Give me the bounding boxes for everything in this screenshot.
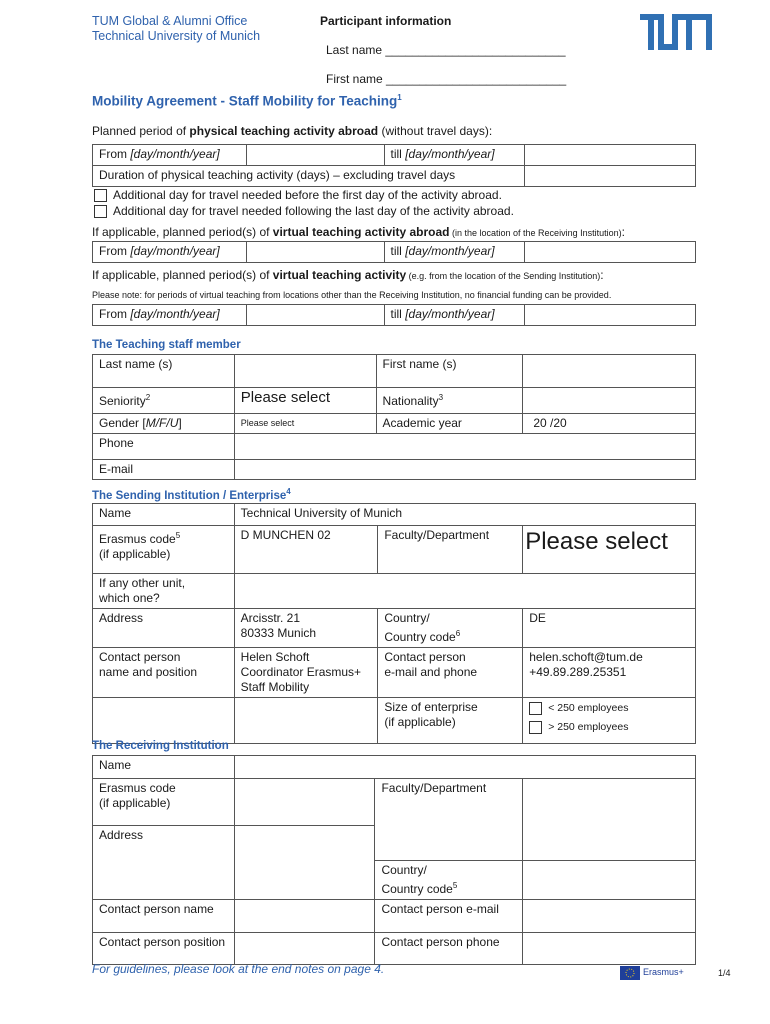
travel-before-row: Additional day for travel needed before the first day of the activity abroad.: [94, 188, 502, 202]
sending-erasmus-label: Erasmus code$^5$ (if applicable): [93, 526, 235, 574]
virtual-home-till-label: till [day/month/year]: [384, 305, 525, 326]
sending-name-value[interactable]: Technical University of Munich: [234, 504, 695, 526]
org-line-2: Technical University of Munich: [92, 29, 261, 43]
virtual-home-from-label: From [day/month/year]: [93, 305, 247, 326]
sending-name-label: Name: [93, 504, 235, 526]
duration-label: Duration of physical teaching activity (days) – excluding travel days: [93, 166, 525, 187]
sending-address-value[interactable]: Arcisstr. 21 80333 Munich: [234, 609, 378, 648]
planned-period-intro: Planned period of physical teaching activity abroad (without travel days):: [92, 124, 493, 138]
virtual-abroad-till-label: till [day/month/year]: [384, 242, 525, 263]
participant-first-name[interactable]: First name ___________________________: [326, 72, 567, 86]
sending-address-label: Address: [93, 609, 235, 648]
sending-section-title: The Sending Institution / Enterprise$^4$: [92, 487, 291, 502]
virtual-abroad-till-field[interactable]: [525, 242, 696, 263]
till-label: till [day/month/year]: [384, 145, 525, 166]
sending-table: [92, 503, 696, 744]
size-large-option: > 250 employees: [529, 720, 689, 735]
virtual-home-table: [92, 304, 696, 326]
seniority-select[interactable]: Please select: [234, 388, 376, 414]
receiving-contact-email-field[interactable]: [523, 900, 696, 933]
academic-year-field[interactable]: 20 /20: [523, 414, 696, 434]
physical-period-table: [92, 144, 696, 187]
sending-empty-label: [93, 698, 235, 744]
travel-after-row: Additional day for travel needed following the last day of the activity abroad.: [94, 204, 514, 218]
org-name: [92, 14, 260, 44]
receiving-table: [92, 755, 696, 965]
from-date-field[interactable]: [246, 145, 384, 166]
till-date-field[interactable]: [525, 145, 696, 166]
erasmus-logo-text: Erasmus+: [643, 967, 684, 977]
staff-last-name-field[interactable]: [234, 355, 376, 388]
receiving-contact-phone-field[interactable]: [523, 933, 696, 965]
participant-last-name[interactable]: Last name ___________________________: [326, 43, 566, 57]
size-small-option: < 250 employees: [529, 701, 689, 716]
receiving-section-title: The Receiving Institution: [92, 740, 229, 752]
sending-country-value[interactable]: DE: [523, 609, 696, 648]
receiving-name-field[interactable]: [234, 756, 695, 779]
receiving-name-label: Name: [93, 756, 235, 779]
receiving-contact-name-field[interactable]: [234, 900, 375, 933]
size-large-checkbox[interactable]: [529, 721, 542, 734]
sending-other-unit-field[interactable]: [234, 574, 695, 609]
academic-year-label: Academic year: [376, 414, 523, 434]
sending-empty-value: [234, 698, 378, 744]
participant-info-title: Participant information: [320, 14, 452, 28]
receiving-erasmus-field[interactable]: [234, 779, 375, 826]
virtual-home-till-field[interactable]: [525, 305, 696, 326]
sending-erasmus-value[interactable]: D MUNCHEN 02: [234, 526, 378, 574]
tum-logo: [640, 14, 712, 50]
receiving-contact-name-label: Contact person name: [93, 900, 235, 933]
erasmus-logo: [620, 966, 688, 980]
sending-faculty-label: Faculty/Department: [378, 526, 523, 574]
travel-after-checkbox[interactable]: [94, 205, 107, 218]
sending-size-options: [523, 698, 696, 744]
staff-table: [92, 354, 696, 480]
page-title: Mobility Agreement - Staff Mobility for Teaching$^1$: [92, 93, 402, 109]
virtual-abroad-from-field[interactable]: [246, 242, 384, 263]
virtual-abroad-intro: If applicable, planned period(s) of virtual teaching activity abroad (in the location of the Receiving Institution):: [92, 225, 625, 239]
seniority-label: Seniority$^2$: [93, 388, 235, 414]
receiving-address-field[interactable]: [234, 826, 375, 900]
eu-flag-icon: [620, 966, 640, 980]
receiving-erasmus-label: Erasmus code (if applicable): [93, 779, 235, 826]
staff-last-name-label: Last name (s): [93, 355, 235, 388]
email-label: E-mail: [93, 460, 235, 480]
sending-contact-ep-value[interactable]: helen.schoft@tum.de +49.89.289.25351: [523, 648, 696, 698]
email-field[interactable]: [234, 460, 695, 480]
virtual-home-from-field[interactable]: [246, 305, 384, 326]
staff-first-name-field[interactable]: [523, 355, 696, 388]
page-number: 1/4: [718, 968, 731, 978]
phone-field[interactable]: [234, 434, 695, 460]
sending-other-unit-label: If any other unit, which one?: [93, 574, 235, 609]
virtual-home-intro: If applicable, planned period(s) of virtual teaching activity (e.g. from the location of the Sending Institution):: [92, 268, 604, 282]
receiving-faculty-label: Faculty/Department: [375, 779, 523, 861]
size-small-checkbox[interactable]: [529, 702, 542, 715]
nationality-field[interactable]: [523, 388, 696, 414]
phone-label: Phone: [93, 434, 235, 460]
receiving-country-field[interactable]: [523, 861, 696, 900]
receiving-contact-email-label: Contact person e-mail: [375, 900, 523, 933]
staff-section-title: The Teaching staff member: [92, 339, 241, 351]
virtual-funding-note: Please note: for periods of virtual teaching from locations other than the Receiving Institution, no financial funding can be provided.: [92, 290, 612, 300]
sending-size-label: Size of enterprise (if applicable): [378, 698, 523, 744]
virtual-abroad-table: [92, 241, 696, 263]
receiving-contact-position-field[interactable]: [234, 933, 375, 965]
nationality-label: Nationality$^3$: [376, 388, 523, 414]
receiving-contact-position-label: Contact person position: [93, 933, 235, 965]
receiving-faculty-field[interactable]: [523, 779, 696, 861]
gender-label: Gender [M/F/U]: [93, 414, 235, 434]
receiving-contact-phone-label: Contact person phone: [375, 933, 523, 965]
staff-first-name-label: First name (s): [376, 355, 523, 388]
sending-contact-value[interactable]: Helen Schoft Coordinator Erasmus+ Staff Mobility: [234, 648, 378, 698]
travel-before-checkbox[interactable]: [94, 189, 107, 202]
sending-contact-label: Contact person name and position: [93, 648, 235, 698]
virtual-abroad-from-label: From [day/month/year]: [93, 242, 247, 263]
gender-select[interactable]: Please select: [234, 414, 376, 434]
receiving-address-label: Address: [93, 826, 235, 900]
sending-country-label: Country/ Country code$^6$: [378, 609, 523, 648]
sending-faculty-select[interactable]: Please select: [523, 526, 696, 574]
duration-field[interactable]: [525, 166, 696, 187]
guidelines-note: For guidelines, please look at the end notes on page 4.: [92, 962, 385, 976]
sending-contact-ep-label: Contact person e-mail and phone: [378, 648, 523, 698]
from-label: From [day/month/year]: [93, 145, 247, 166]
receiving-country-label: Country/ Country code$^5$: [375, 861, 523, 900]
org-line-1: TUM Global & Alumni Office: [92, 14, 248, 28]
